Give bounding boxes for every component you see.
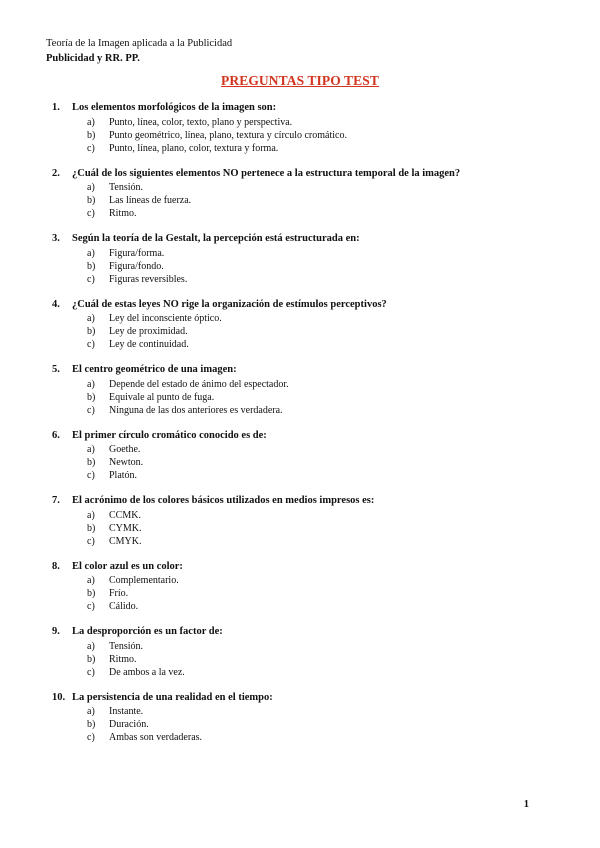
answer-option <box>87 116 572 129</box>
answer-option <box>87 522 572 535</box>
answer-option <box>87 666 572 679</box>
option-text: Ritmo. <box>109 653 137 665</box>
option-letter: b) <box>87 653 96 665</box>
answer-option <box>87 312 572 325</box>
option-letter: c) <box>87 732 95 743</box>
question-item <box>52 363 572 417</box>
question-item <box>52 298 572 352</box>
option-letter: a) <box>87 575 95 586</box>
option-letter: a) <box>87 116 95 128</box>
option-letter: c) <box>87 666 95 678</box>
option-letter: c) <box>87 535 95 547</box>
option-text: Platón. <box>109 470 138 481</box>
option-letter: c) <box>87 142 95 154</box>
answer-option <box>87 535 572 548</box>
option-text: Newton. <box>109 457 144 468</box>
answer-option <box>87 391 572 404</box>
option-list <box>87 640 572 679</box>
question-text <box>52 101 572 115</box>
question-number: 9. <box>52 626 60 637</box>
question-item <box>52 167 572 221</box>
answer-option <box>87 587 572 600</box>
option-text: Las líneas de fuerza. <box>109 195 192 206</box>
option-letter: a) <box>87 509 95 521</box>
option-letter: a) <box>87 182 95 193</box>
option-list <box>87 247 572 286</box>
question-number: 7. <box>52 495 60 506</box>
option-letter: b) <box>87 457 96 468</box>
answer-option <box>87 509 572 522</box>
question-label: El primer círculo cromático conocido es de: <box>72 429 267 441</box>
option-list <box>87 443 572 482</box>
question-label: El color azul es un color: <box>72 560 183 572</box>
option-text: Figuras reversibles. <box>109 273 188 285</box>
option-letter: b) <box>87 588 96 599</box>
question-text <box>52 429 572 443</box>
option-text: Figura/forma. <box>109 247 165 259</box>
question-item <box>52 625 572 679</box>
option-text: Punto, línea, color, texto, plano y perspectiva. <box>109 116 293 128</box>
option-letter: c) <box>87 273 95 285</box>
question-item <box>52 494 572 548</box>
answer-option <box>87 600 572 613</box>
question-number: 4. <box>52 298 60 310</box>
option-text: Ley de proximidad. <box>109 326 188 337</box>
question-label: ¿Cuál de los siguientes elementos NO pertenece a la estructura temporal de la imagen? <box>72 167 461 179</box>
question-text <box>52 167 572 181</box>
option-text: Ninguna de las dos anteriores es verdadera. <box>109 404 283 416</box>
option-list <box>87 312 572 351</box>
question-item <box>52 101 572 155</box>
option-text: Frío. <box>109 588 129 599</box>
option-letter: b) <box>87 719 96 730</box>
question-number: 1. <box>52 102 60 113</box>
option-list <box>87 181 572 220</box>
option-letter: c) <box>87 339 95 350</box>
option-text: Duración. <box>109 719 149 730</box>
answer-option <box>87 260 572 273</box>
course-title: Teoría de la Imagen aplicada a la Publicidad <box>46 38 233 49</box>
option-text: Figura/fondo. <box>109 260 164 272</box>
question-number: 6. <box>52 429 60 441</box>
option-letter: a) <box>87 706 95 717</box>
question-number: 5. <box>52 364 60 375</box>
option-letter: b) <box>87 260 96 272</box>
option-text: Ley del inconsciente óptico. <box>109 313 222 324</box>
answer-option <box>87 404 572 417</box>
option-letter: b) <box>87 522 96 534</box>
answer-option <box>87 640 572 653</box>
option-text: Ritmo. <box>109 208 137 219</box>
answer-option <box>87 181 572 194</box>
option-letter: a) <box>87 247 95 259</box>
option-text: Ley de continuidad. <box>109 339 189 350</box>
question-text <box>52 494 572 508</box>
question-text <box>52 625 572 639</box>
option-list <box>87 574 572 613</box>
answer-option <box>87 718 572 731</box>
answer-option <box>87 653 572 666</box>
option-text: Punto, línea, plano, color, textura y forma. <box>109 142 279 154</box>
answer-option <box>87 378 572 391</box>
question-text <box>52 691 572 705</box>
option-letter: a) <box>87 640 95 652</box>
degree-name: Publicidad y RR. PP. <box>46 53 140 64</box>
option-text: CMYK. <box>109 535 142 547</box>
question-number: 10. <box>52 691 66 703</box>
answer-option <box>87 731 572 744</box>
question-item <box>52 560 572 614</box>
question-item <box>52 691 572 745</box>
option-letter: a) <box>87 313 95 324</box>
option-text: Complementario. <box>109 575 179 586</box>
option-list <box>87 116 572 155</box>
question-text <box>52 560 572 574</box>
answer-option <box>87 705 572 718</box>
option-text: Tensión. <box>109 640 144 652</box>
question-label: ¿Cuál de estas leyes NO rige la organización de estímulos perceptivos? <box>72 298 387 310</box>
option-text: Cálido. <box>109 601 139 612</box>
page-number: 1 <box>523 799 529 810</box>
question-text <box>52 363 572 377</box>
answer-option <box>87 469 572 482</box>
question-list <box>52 101 572 756</box>
question-number: 8. <box>52 560 60 572</box>
option-text: Instante. <box>109 706 144 717</box>
answer-option <box>87 574 572 587</box>
option-letter: b) <box>87 391 96 403</box>
option-letter: b) <box>87 195 96 206</box>
answer-option <box>87 194 572 207</box>
question-label: Los elementos morfológicos de la imagen son: <box>72 102 277 113</box>
document-header <box>46 36 232 66</box>
answer-option <box>87 338 572 351</box>
option-letter: b) <box>87 129 96 141</box>
question-item <box>52 232 572 286</box>
option-letter: c) <box>87 208 95 219</box>
option-letter: b) <box>87 326 96 337</box>
option-text: Punto geométrico, línea, plano, textura y círculo cromático. <box>109 129 347 141</box>
question-label: El acrónimo de los colores básicos utilizados en medios impresos es: <box>72 495 375 506</box>
option-list <box>87 705 572 744</box>
question-label: El centro geométrico de una imagen: <box>72 364 237 375</box>
answer-option <box>87 142 572 155</box>
option-text: CYMK. <box>109 522 142 534</box>
question-item <box>52 429 572 483</box>
question-label: La persistencia de una realidad en el tiempo: <box>72 691 273 703</box>
option-text: Depende del estado de ánimo del espectador. <box>109 378 289 390</box>
option-letter: a) <box>87 378 95 390</box>
option-text: Goethe. <box>109 444 141 455</box>
option-list <box>87 509 572 548</box>
answer-option <box>87 129 572 142</box>
question-label: La desproporción es un factor de: <box>72 626 223 637</box>
page-title: PREGUNTAS TIPO TEST <box>221 73 379 88</box>
option-text: Ambas son verdaderas. <box>109 732 203 743</box>
option-letter: c) <box>87 601 95 612</box>
answer-option <box>87 443 572 456</box>
answer-option <box>87 247 572 260</box>
question-label: Según la teoría de la Gestalt, la percepción está estructurada en: <box>72 233 360 244</box>
question-text <box>52 232 572 246</box>
option-text: De ambos a la vez. <box>109 666 185 678</box>
answer-option <box>87 273 572 286</box>
option-letter: a) <box>87 444 95 455</box>
question-number: 2. <box>52 167 60 179</box>
answer-option <box>87 456 572 469</box>
question-number: 3. <box>52 233 60 244</box>
answer-option <box>87 325 572 338</box>
option-letter: c) <box>87 470 95 481</box>
option-text: CCMK. <box>109 509 141 521</box>
option-list <box>87 378 572 417</box>
question-text <box>52 298 572 312</box>
option-text: Tensión. <box>109 182 144 193</box>
option-text: Equivale al punto de fuga. <box>109 391 215 403</box>
option-letter: c) <box>87 404 95 416</box>
answer-option <box>87 207 572 220</box>
